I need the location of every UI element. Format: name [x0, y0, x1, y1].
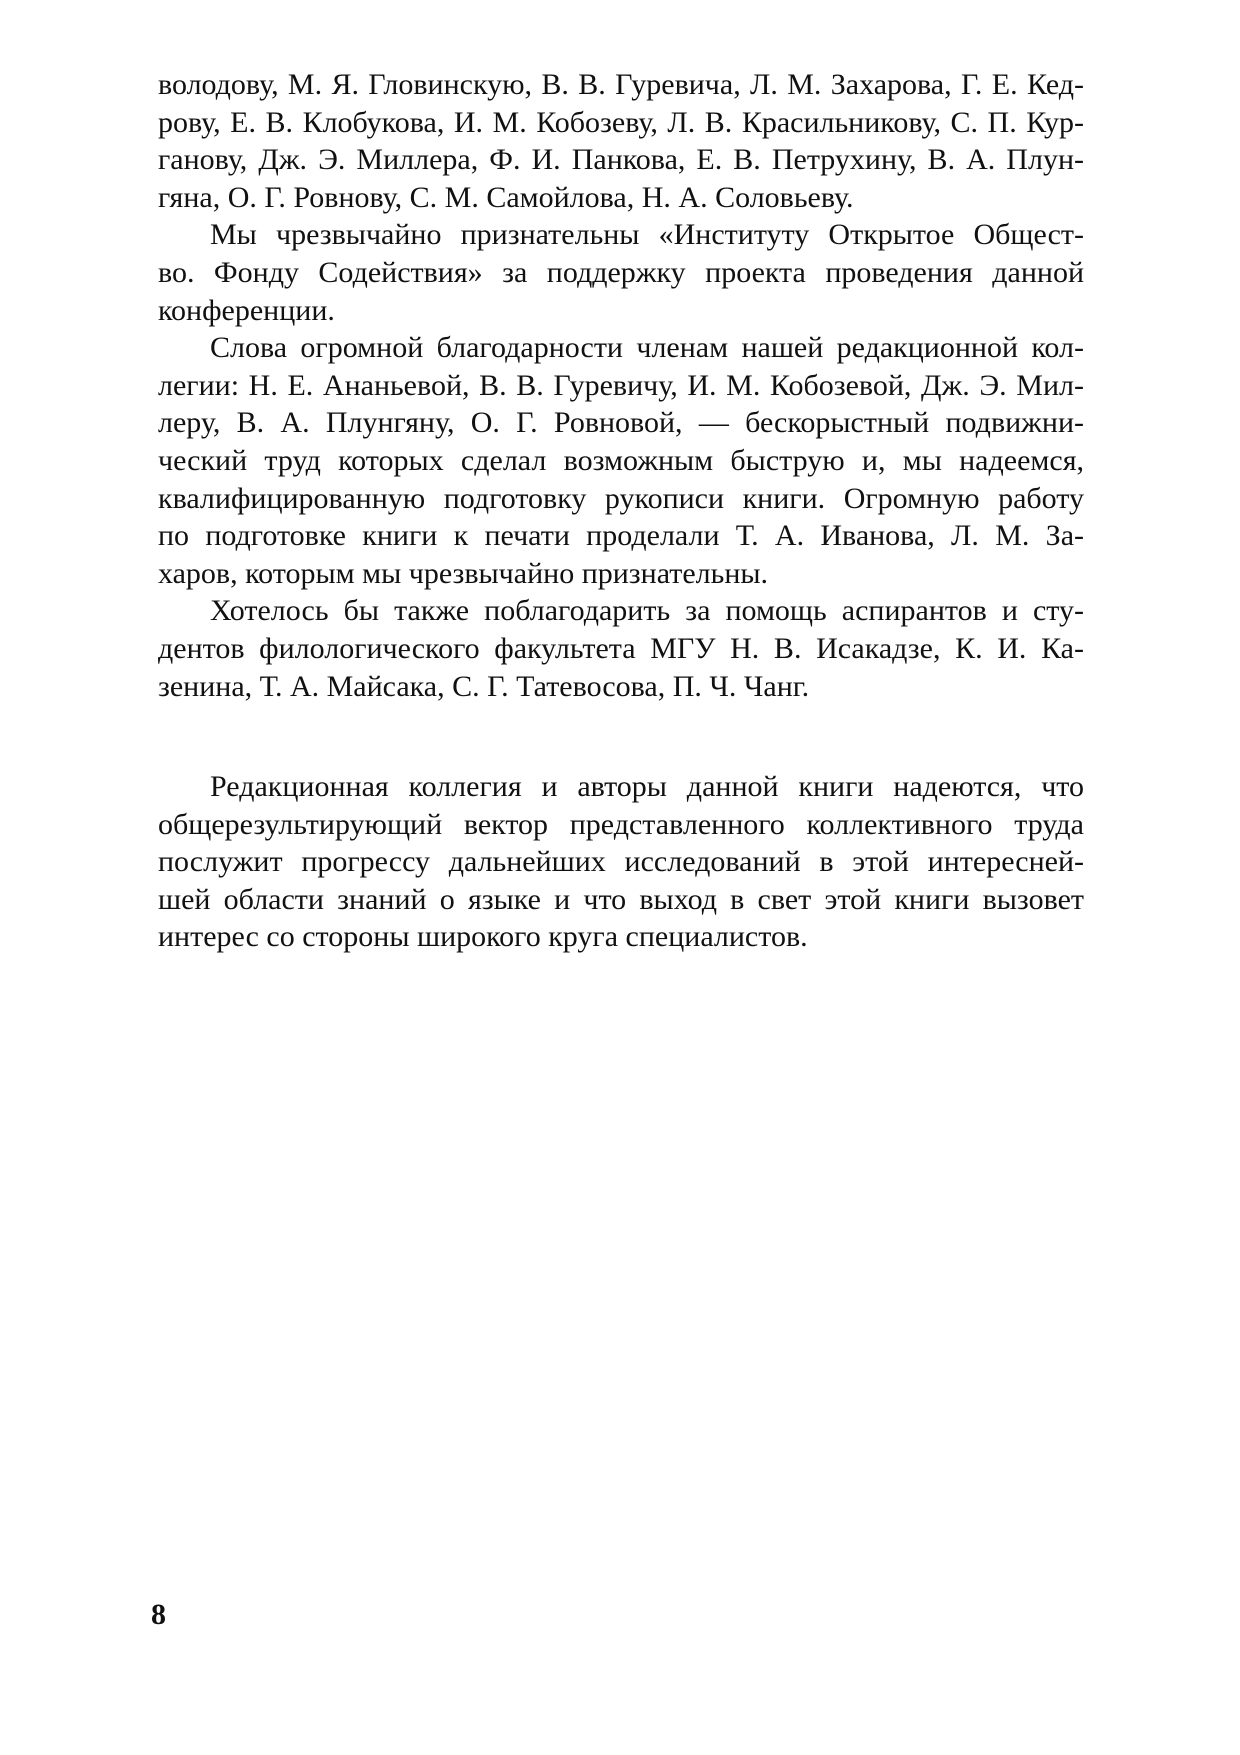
- acknowledgements-section: [158, 66, 1084, 705]
- paragraph-closing-statement: [158, 768, 1084, 956]
- text-line: гяна, О. Г. Ровнову, С. М. Самойлова, Н. А. Соловьеву.: [158, 180, 854, 214]
- text-line: дентов филологического факультета МГУ Н. В. Исакадзе, К. И. Ка-: [158, 631, 1084, 665]
- text-line: леру, В. А. Плунгяну, О. Г. Ровновой, — бескорыстный подвижни-: [158, 406, 1084, 440]
- page-number: 8: [151, 1598, 166, 1631]
- text-line: послужит прогрессу дальнейших исследований в этой интересней-: [158, 845, 1084, 879]
- text-line: зенина, Т. А. Майсака, С. Г. Татевосова, П. Ч. Чанг.: [158, 669, 810, 703]
- paragraph-acknowledgement-foundation: [158, 216, 1084, 329]
- text-line: Мы чрезвычайно признательны «Институту Открытое Общест-: [210, 218, 1084, 252]
- text-line: рову, Е. В. Клобукова, И. М. Кобозеву, Л. В. Красильникову, С. П. Кур-: [158, 105, 1084, 139]
- text-line: общерезультирующий вектор представленного коллективного труда: [158, 807, 1084, 841]
- text-line: володову, М. Я. Гловинскую, В. В. Гуревича, Л. М. Захарова, Г. Е. Кед-: [158, 68, 1084, 101]
- text-line: квалифицированную подготовку рукописи книги. Огромную работу: [158, 481, 1084, 515]
- text-line: Хотелось бы также поблагодарить за помощь аспирантов и сту-: [210, 594, 1084, 628]
- text-line: интерес со стороны широкого круга специалистов.: [158, 920, 808, 954]
- paragraph-acknowledgement-students: [158, 592, 1084, 705]
- paragraph-acknowledgement-names: [158, 66, 1084, 216]
- text-line: ческий труд которых сделал возможным быструю и, мы надеемся,: [158, 443, 1084, 477]
- text-line: во. Фонду Содействия» за поддержку проекта проведения данной: [158, 255, 1084, 289]
- closing-section: [158, 768, 1084, 956]
- text-line: харов, которым мы чрезвычайно признательны.: [158, 556, 769, 590]
- text-line: конференции.: [158, 293, 335, 327]
- text-line: Слова огромной благодарности членам нашей редакционной кол-: [210, 331, 1084, 365]
- text-line: легии: Н. Е. Ананьевой, В. В. Гуревичу, И. М. Кобозевой, Дж. Э. Мил-: [158, 368, 1084, 402]
- text-line: Редакционная коллегия и авторы данной книги надеются, что: [210, 770, 1084, 803]
- text-line: шей области знаний о языке и что выход в свет этой книги вызовет: [158, 882, 1084, 916]
- text-line: ганову, Дж. Э. Миллера, Ф. И. Панкова, Е. В. Петрухину, В. А. Плун-: [158, 143, 1084, 177]
- paragraph-acknowledgement-editorial-board: [158, 329, 1084, 592]
- text-line: по подготовке книги к печати проделали Т. А. Иванова, Л. М. За-: [158, 519, 1084, 553]
